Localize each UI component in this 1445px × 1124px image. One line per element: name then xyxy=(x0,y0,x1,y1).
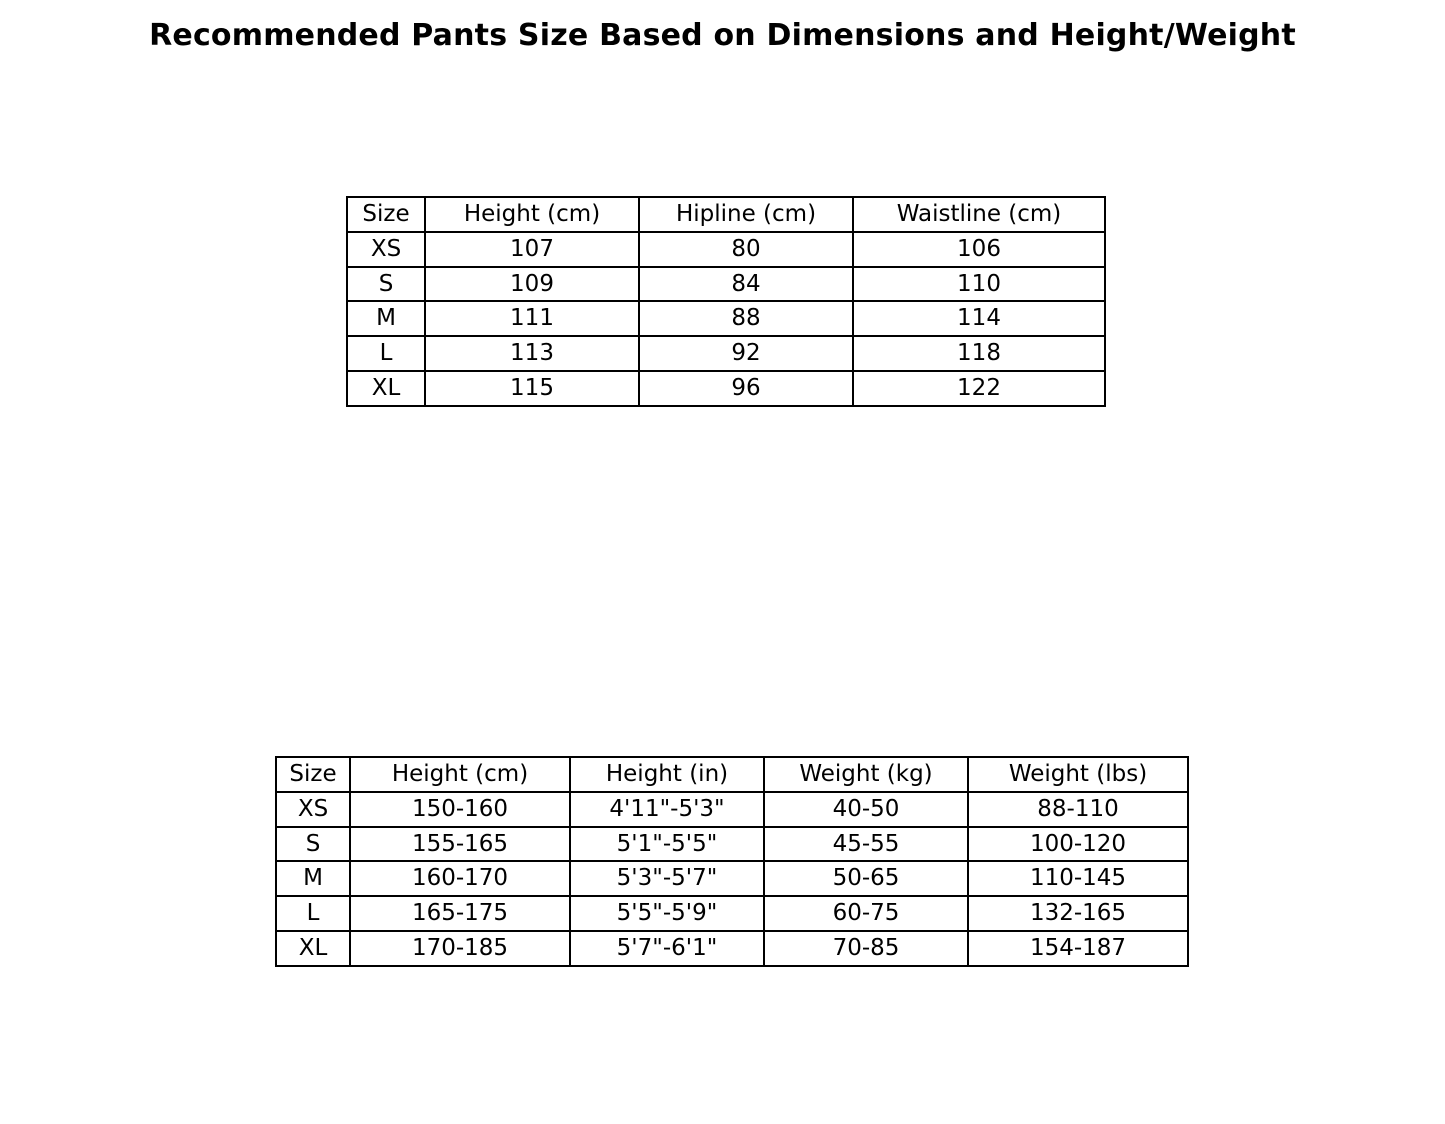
cell-waistline-cm: 110 xyxy=(853,267,1105,302)
cell-height-cm: 109 xyxy=(425,267,639,302)
dimensions-table-body xyxy=(347,232,1105,406)
cell-waistline-cm: 118 xyxy=(853,336,1105,371)
table-row xyxy=(347,336,1105,371)
cell-hipline-cm: 96 xyxy=(639,371,853,406)
table-row xyxy=(347,232,1105,267)
table-row xyxy=(347,267,1105,302)
column-header-height-cm: Height (cm) xyxy=(350,757,570,792)
cell-height-cm: 111 xyxy=(425,301,639,336)
cell-waistline-cm: 106 xyxy=(853,232,1105,267)
cell-height-cm: 115 xyxy=(425,371,639,406)
column-header-waistline-cm: Waistline (cm) xyxy=(853,197,1105,232)
cell-weight-lbs: 132-165 xyxy=(968,896,1188,931)
table-row xyxy=(347,301,1105,336)
cell-weight-kg: 40-50 xyxy=(764,792,968,827)
cell-height-cm: 165-175 xyxy=(350,896,570,931)
cell-weight-lbs: 154-187 xyxy=(968,931,1188,966)
cell-height-cm: 107 xyxy=(425,232,639,267)
cell-size: M xyxy=(347,301,425,336)
cell-weight-lbs: 88-110 xyxy=(968,792,1188,827)
cell-size: XS xyxy=(276,792,350,827)
cell-hipline-cm: 80 xyxy=(639,232,853,267)
cell-size: S xyxy=(347,267,425,302)
height-weight-table-header xyxy=(276,757,1188,792)
table-header-row xyxy=(276,757,1188,792)
column-header-size: Size xyxy=(276,757,350,792)
cell-weight-kg: 45-55 xyxy=(764,827,968,862)
cell-size: S xyxy=(276,827,350,862)
table-row xyxy=(276,896,1188,931)
cell-height-cm: 113 xyxy=(425,336,639,371)
cell-weight-kg: 70-85 xyxy=(764,931,968,966)
cell-height-cm: 155-165 xyxy=(350,827,570,862)
cell-weight-lbs: 100-120 xyxy=(968,827,1188,862)
dimensions-table-header xyxy=(347,197,1105,232)
cell-size: L xyxy=(276,896,350,931)
dimensions-table xyxy=(346,196,1106,407)
table-row xyxy=(276,861,1188,896)
column-header-hipline-cm: Hipline (cm) xyxy=(639,197,853,232)
table-row xyxy=(276,931,1188,966)
cell-weight-lbs: 110-145 xyxy=(968,861,1188,896)
cell-size: L xyxy=(347,336,425,371)
column-header-weight-kg: Weight (kg) xyxy=(764,757,968,792)
cell-height-in: 5'1"-5'5" xyxy=(570,827,764,862)
cell-height-in: 5'3"-5'7" xyxy=(570,861,764,896)
cell-height-cm: 170-185 xyxy=(350,931,570,966)
cell-waistline-cm: 114 xyxy=(853,301,1105,336)
table-row xyxy=(276,792,1188,827)
column-header-size: Size xyxy=(347,197,425,232)
cell-size: XL xyxy=(347,371,425,406)
cell-height-in: 4'11"-5'3" xyxy=(570,792,764,827)
page-title: Recommended Pants Size Based on Dimensions and Height/Weight xyxy=(149,18,1296,53)
column-header-height-cm: Height (cm) xyxy=(425,197,639,232)
cell-weight-kg: 60-75 xyxy=(764,896,968,931)
cell-hipline-cm: 88 xyxy=(639,301,853,336)
cell-hipline-cm: 84 xyxy=(639,267,853,302)
table-header-row xyxy=(347,197,1105,232)
cell-weight-kg: 50-65 xyxy=(764,861,968,896)
cell-size: XS xyxy=(347,232,425,267)
cell-height-in: 5'5"-5'9" xyxy=(570,896,764,931)
cell-height-cm: 150-160 xyxy=(350,792,570,827)
cell-size: M xyxy=(276,861,350,896)
column-header-height-in: Height (in) xyxy=(570,757,764,792)
column-header-weight-lbs: Weight (lbs) xyxy=(968,757,1188,792)
table-row xyxy=(276,827,1188,862)
cell-height-in: 5'7"-6'1" xyxy=(570,931,764,966)
table-row xyxy=(347,371,1105,406)
cell-size: XL xyxy=(276,931,350,966)
cell-waistline-cm: 122 xyxy=(853,371,1105,406)
cell-height-cm: 160-170 xyxy=(350,861,570,896)
height-weight-table xyxy=(275,756,1189,967)
height-weight-table-body xyxy=(276,792,1188,966)
cell-hipline-cm: 92 xyxy=(639,336,853,371)
